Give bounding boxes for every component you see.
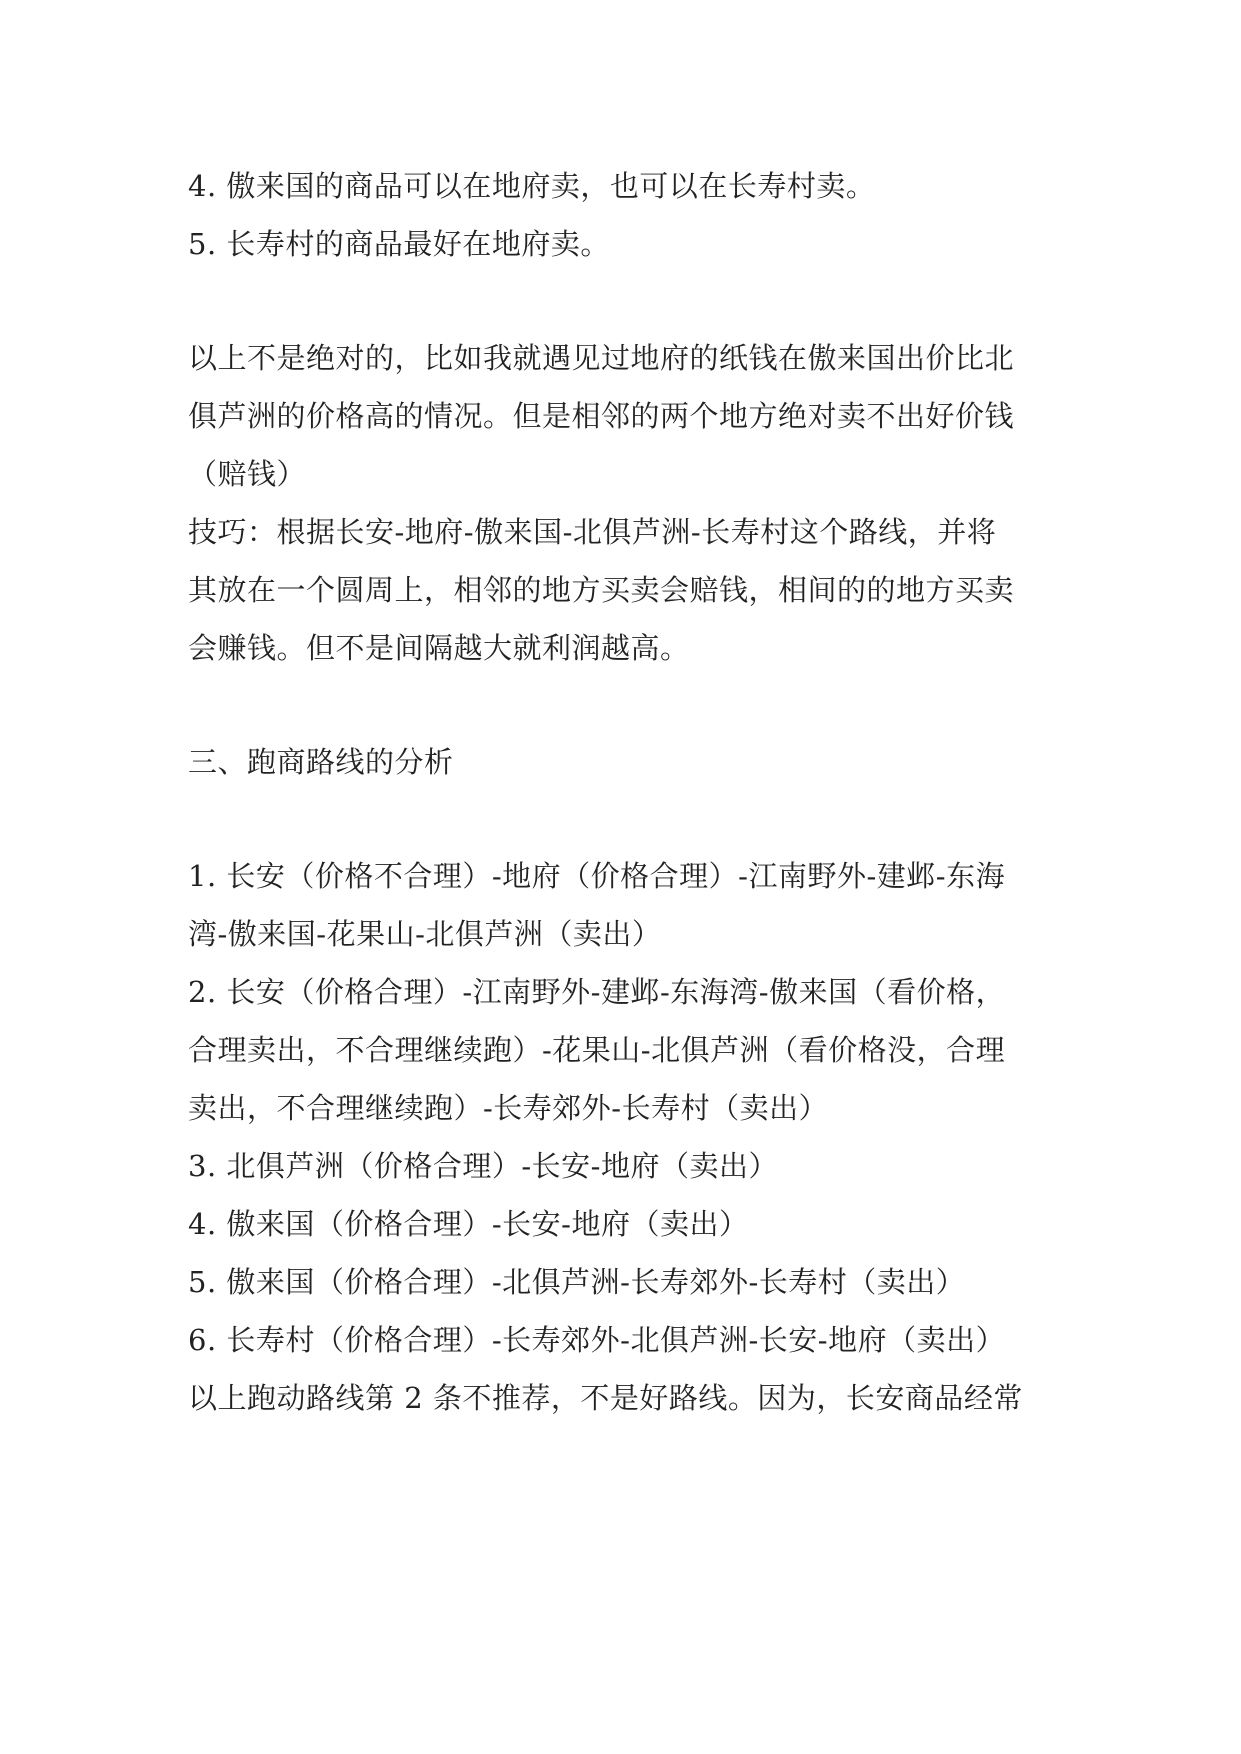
paragraph-line: 以上不是绝对的，比如我就遇见过地府的纸钱在傲来国出价比北 xyxy=(188,341,1015,375)
route-item-3: 3. 北俱芦洲（价格合理）-长安-地府（卖出） xyxy=(188,1149,778,1183)
closing-paragraph-line: 以上跑动路线第 2 条不推荐，不是好路线。因为，长安商品经常 xyxy=(188,1381,1023,1415)
route-item-6: 6. 长寿村（价格合理）-长寿郊外-北俱芦洲-长安-地府（卖出） xyxy=(188,1323,1006,1357)
paragraph-line: 俱芦洲的价格高的情况。但是相邻的两个地方绝对卖不出好价钱 xyxy=(188,399,1015,433)
route-item-4: 4. 傲来国（价格合理）-长安-地府（卖出） xyxy=(188,1207,749,1241)
paragraph-line: （赔钱） xyxy=(188,457,307,491)
list-item-4-sell-location: 4. 傲来国的商品可以在地府卖，也可以在长寿村卖。 xyxy=(188,169,876,203)
route-item-2-continued: 合理卖出，不合理继续跑）-花果山-北俱芦洲（看价格没，合理 xyxy=(188,1033,1006,1067)
route-item-1-continued: 湾-傲来国-花果山-北俱芦洲（卖出） xyxy=(188,917,662,951)
route-item-2-continued: 卖出，不合理继续跑）-长寿郊外-长寿村（卖出） xyxy=(188,1091,829,1125)
tip-paragraph-line: 技巧：根据长安-地府-傲来国-北俱芦洲-长寿村这个路线，并将 xyxy=(188,515,997,549)
tip-paragraph-line: 其放在一个圆周上，相邻的地方买卖会赔钱，相间的的地方买卖 xyxy=(188,573,1015,607)
route-item-1: 1. 长安（价格不合理）-地府（价格合理）-江南野外-建邺-东海 xyxy=(188,859,1006,893)
tip-paragraph-line: 会赚钱。但不是间隔越大就利润越高。 xyxy=(188,631,690,665)
route-item-2: 2. 长安（价格合理）-江南野外-建邺-东海湾-傲来国（看价格， xyxy=(188,975,1006,1009)
section-heading: 三、跑商路线的分析 xyxy=(188,745,454,779)
route-item-5: 5. 傲来国（价格合理）-北俱芦洲-长寿郊外-长寿村（卖出） xyxy=(188,1265,966,1299)
list-item-5-sell-location: 5. 长寿村的商品最好在地府卖。 xyxy=(188,227,610,261)
